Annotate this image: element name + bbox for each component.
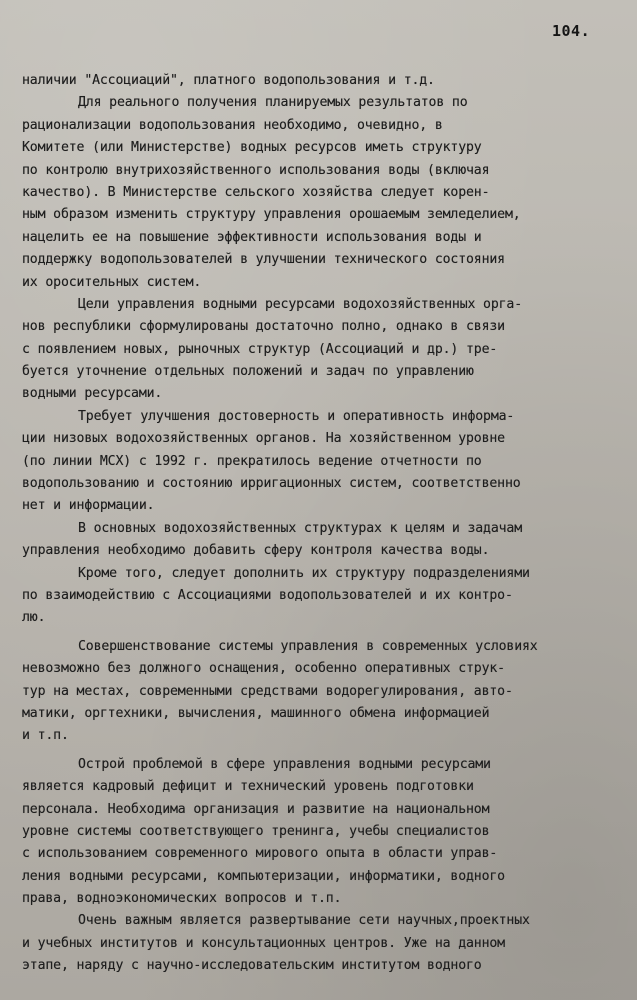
text-line: персонала. Необходима организация и развитие на национальном — [22, 801, 490, 817]
text-line: рационализации водопользования необходимо, очевидно, в — [22, 117, 443, 133]
paragraph — [22, 518, 618, 563]
text-line: поддержку водопользователей в улучшении технического состояния — [22, 252, 505, 268]
text-line: и учебных институтов и консультационных центров. Уже на данном — [22, 935, 505, 951]
text-line: и т.п. — [22, 728, 69, 744]
text-line: Кроме того, следует дополнить их структуру подразделениями — [78, 565, 530, 581]
text-line: по взаимодействию с Ассоциациями водопользователей и их контро- — [22, 587, 513, 603]
text-line: уровне системы соответствующего тренинга, учебы специалистов — [22, 823, 490, 839]
text-line: нет и информации. — [22, 498, 155, 514]
text-line: ции низовых водохозяйственных органов. На хозяйственном уровне — [22, 431, 505, 447]
paragraph — [22, 754, 618, 911]
text-line: Острой проблемой в сфере управления водными ресурсами — [78, 756, 491, 772]
text-line: ным образом изменить структуру управления орошаемым земледелием, — [22, 207, 521, 223]
text-line: управления необходимо добавить сферу контроля качества воды. — [22, 543, 490, 559]
text-line: их оросительных систем. — [22, 274, 202, 290]
text-line: Для реального получения планируемых результатов по — [78, 95, 468, 111]
document-body — [22, 70, 618, 978]
text-line: наличии "Ассоциаций", платного водопользования и т.д. — [22, 73, 435, 88]
paragraph — [22, 406, 618, 518]
text-line: Совершенствование системы управления в современных условиях — [78, 638, 538, 654]
text-line: водными ресурсами. — [22, 386, 163, 402]
text-line: невозможно без должного оснащения, особенно оперативных струк- — [22, 661, 505, 677]
text-line: ления водными ресурсами, компьютеризации, информатики, водного — [22, 868, 505, 884]
paragraph — [22, 910, 618, 977]
text-line: матики, оргтехники, вычисления, машинного обмена информацией — [22, 705, 490, 721]
text-line: буется уточнение отдельных положений и задач по управлению — [22, 364, 474, 380]
text-line: водопользованию и состоянию ирригационных систем, соответственно — [22, 476, 521, 492]
text-line: Цели управления водными ресурсами водохозяйственных орга- — [78, 296, 523, 312]
text-line: нацелить ее на повышение эффективности использования воды и — [22, 229, 482, 245]
text-line: Комитете (или Министерстве) водных ресурсов иметь структуру — [22, 140, 482, 156]
text-line: (по линии МСХ) с 1992 г. прекратилось ведение отчетности по — [22, 453, 482, 469]
paragraph — [22, 563, 618, 630]
text-line: является кадровый дефицит и технический уровень подготовки — [22, 779, 474, 795]
paragraph — [22, 92, 618, 294]
paragraph — [22, 294, 618, 406]
text-line: права, водноэкономических вопросов и т.п. — [22, 891, 342, 907]
text-line: с использованием современного мирового опыта в области управ- — [22, 846, 498, 862]
text-line: по контролю внутрихозяйственного использования воды (включая — [22, 162, 490, 178]
text-line: лю. — [22, 610, 46, 626]
text-line: Требует улучшения достоверность и оперативность информа- — [78, 408, 515, 424]
text-line: В основных водохозяйственных структурах к целям и задачам — [78, 520, 523, 536]
text-line: тур на местах, современными средствами водорегулирования, авто- — [22, 683, 513, 699]
paragraph — [22, 70, 618, 92]
text-line: с появлением новых, рыночных структур (Ассоциаций и др.) тре- — [22, 341, 498, 357]
text-line: этапе, наряду с научно-исследовательским институтом водного — [22, 958, 482, 974]
text-line: нов республики сформулированы достаточно полно, однако в связи — [22, 319, 505, 335]
paragraph — [22, 636, 618, 748]
page-number: 104. — [552, 22, 591, 40]
text-line: Очень важным является развертывание сети научных,проектных — [78, 913, 530, 929]
text-line: качество). В Министерстве сельского хозяйства следует корен- — [22, 184, 490, 200]
